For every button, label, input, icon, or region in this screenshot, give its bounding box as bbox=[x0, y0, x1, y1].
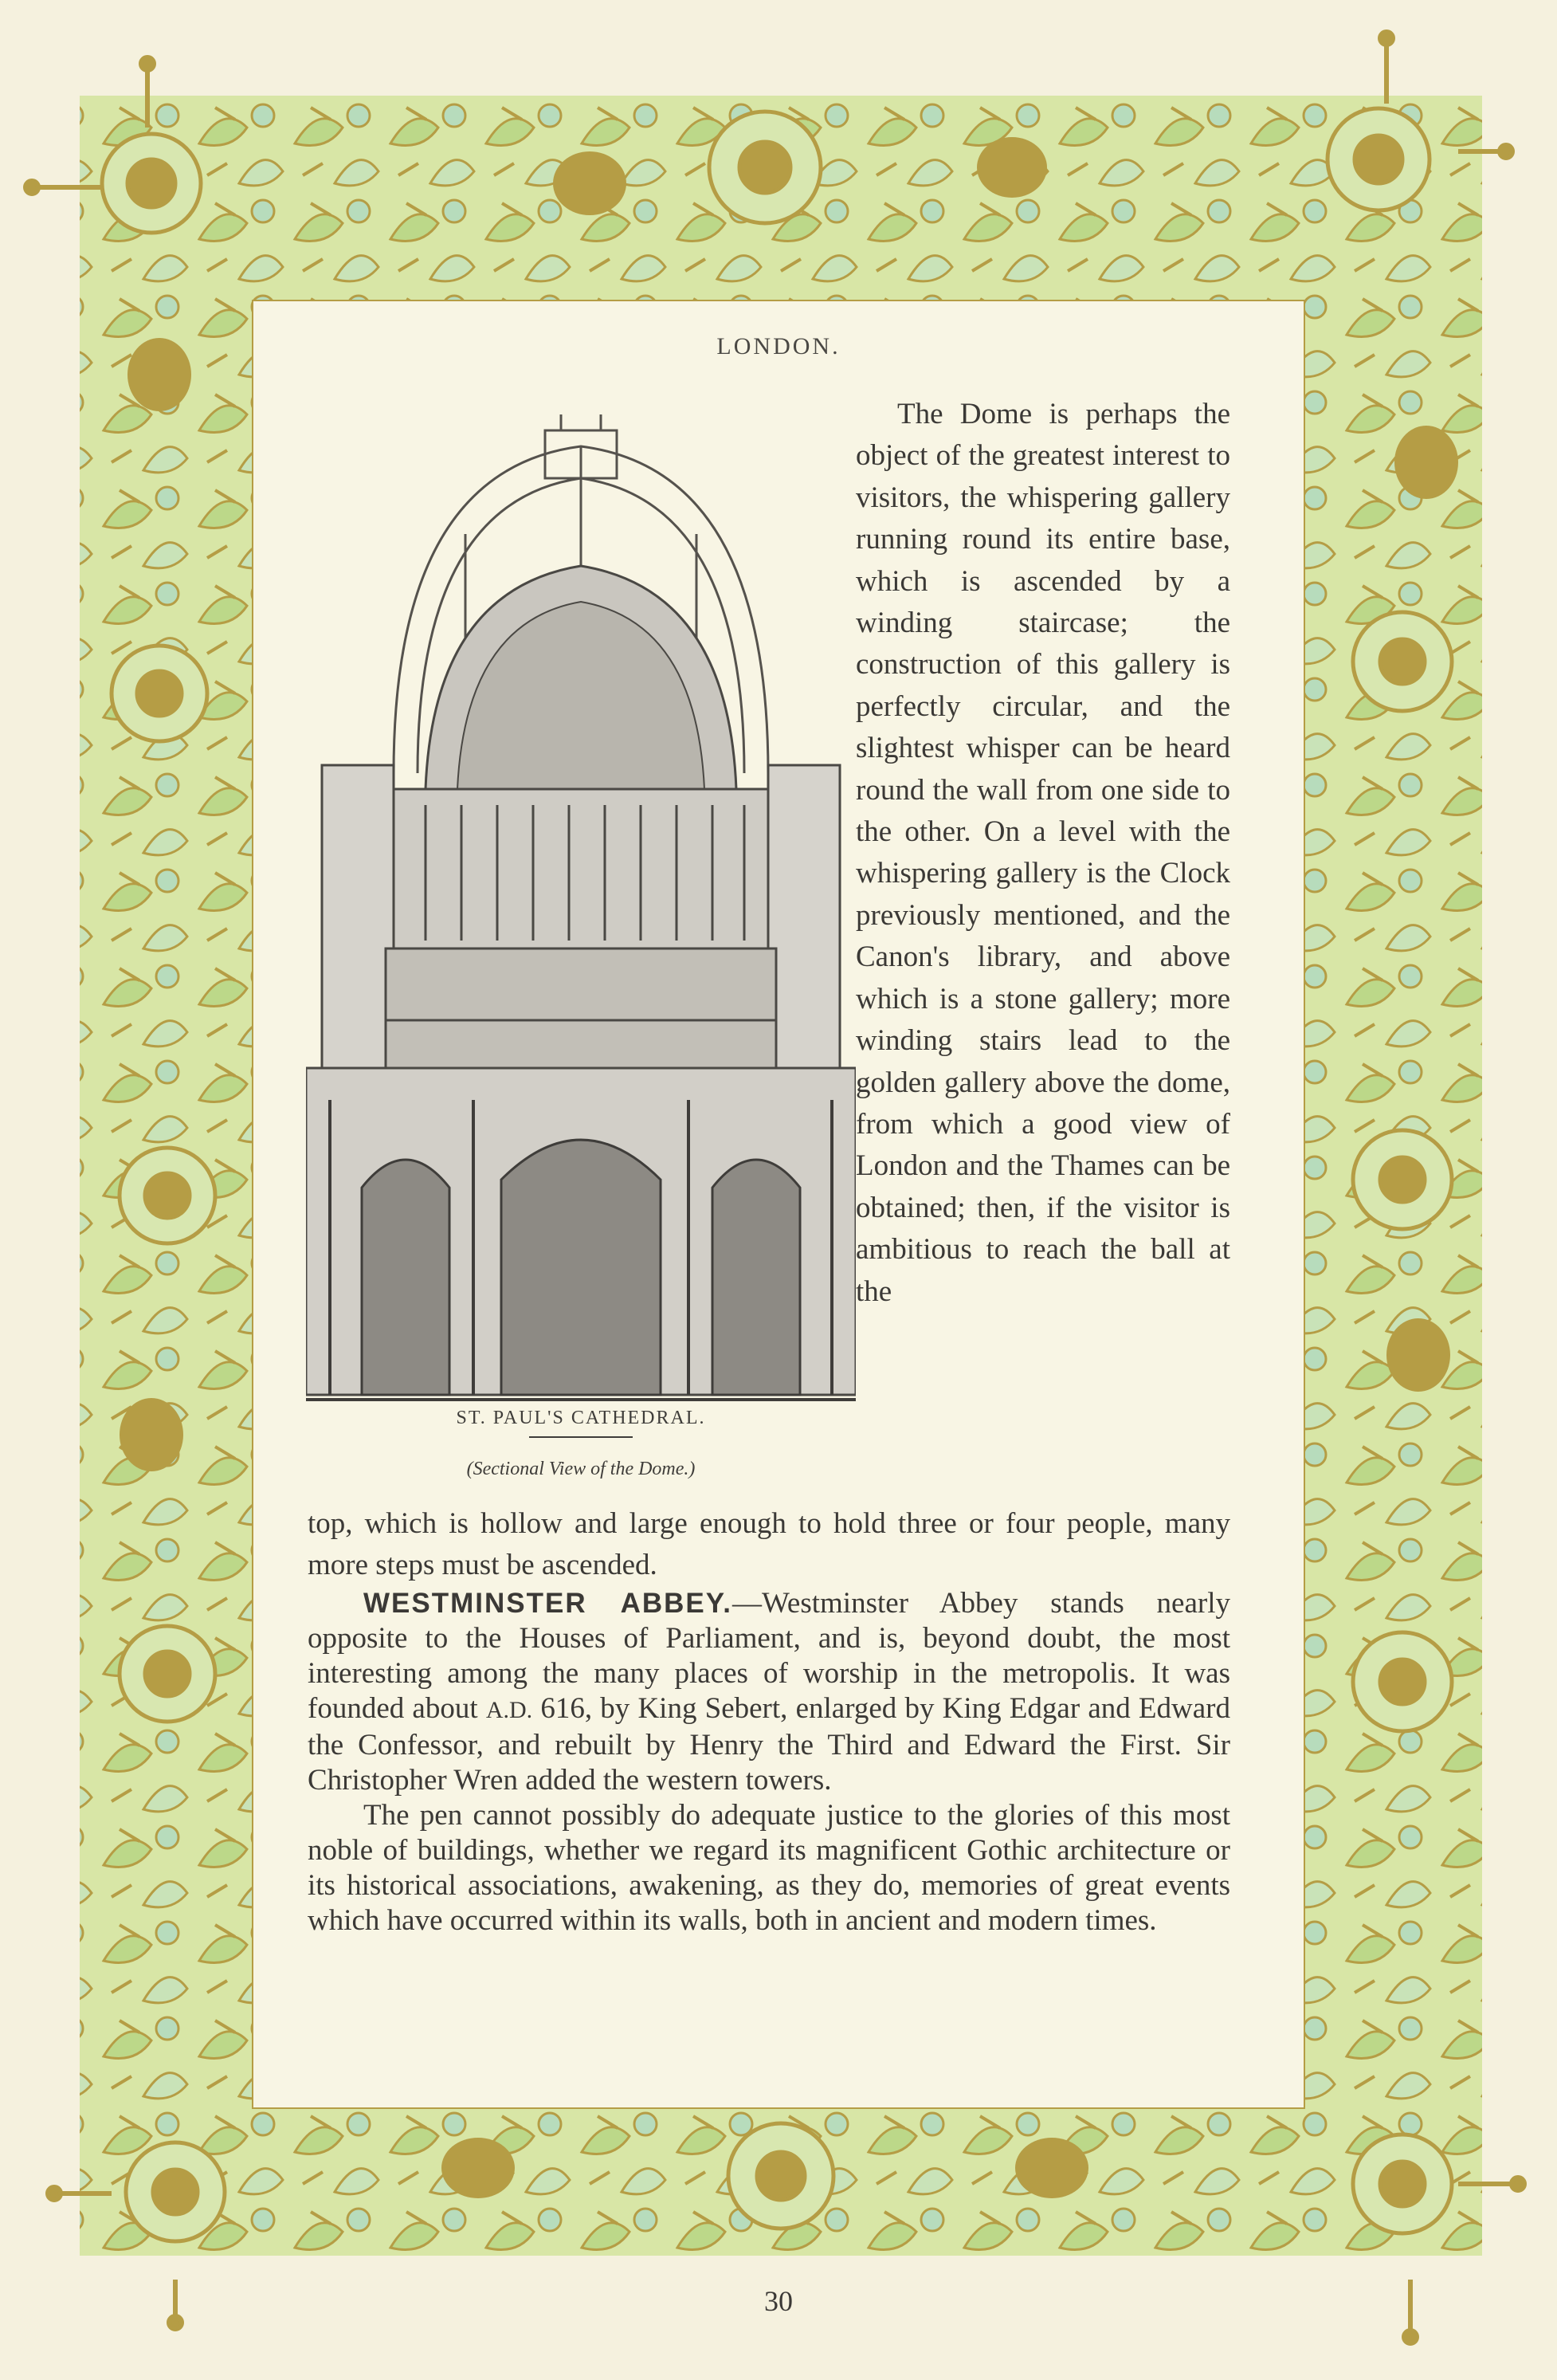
westminster-paragraph bbox=[308, 1586, 1230, 1798]
westminster-text-2: 616, by King Sebert, enlarged by King Edgar and Edward the Confessor, and rebuilt by Henry the Third and Edward the First. Sir Christopher Wren added the western towers. bbox=[308, 1692, 1230, 1797]
dome-paragraph bbox=[856, 394, 1230, 1313]
main-text-column bbox=[308, 1503, 1230, 1938]
caption-rule bbox=[529, 1436, 633, 1438]
dome-paragraph-text: The Dome is perhaps the object of the greatest interest to visitors, the whispering gallery running round its entire base, which is ascended by a winding staircase; the construction of this gallery is perfectly circular, and the slightest whisper can be heard round the wall from one side to the other. On a level with the whispering gallery is the Clock previously mentioned, and the Canon's library, and above which is a stone gallery; more winding stairs lead to the golden gallery above the dome, from which a good view of London and the Thames can be obtained; then, if the visitor is ambitious to reach the ball at the bbox=[856, 398, 1230, 1308]
final-paragraph: The pen cannot possibly do adequate justice to the glories of this most noble of buildings, whether we regard its magnificent Gothic architecture or its historical associations, awakening, as they do, memories of great events which have occurred within its walls, both in ancient and modern times. bbox=[308, 1799, 1230, 1937]
westminster-ad: A.D. bbox=[485, 1697, 533, 1723]
figure-subcaption: (Sectional View of the Dome.) bbox=[466, 1459, 696, 1479]
westminster-text-1: —Westminster Abbey stands nearly opposite to the Houses of Parliament, and is, beyond doubt, the most interesting among the many places of worship in the metropolis. It was founded about bbox=[308, 1587, 1231, 1725]
westminster-heading: WESTMINSTER ABBEY. bbox=[363, 1588, 732, 1619]
dome-paragraph-continuation: top, which is hollow and large enough to hold three or four people, many more steps must be ascended. bbox=[308, 1507, 1230, 1581]
st-pauls-dome-engraving bbox=[306, 414, 856, 1403]
running-head: LONDON. bbox=[716, 333, 841, 359]
figure-caption: ST. PAUL'S CATHEDRAL. bbox=[456, 1408, 706, 1428]
page-number: 30 bbox=[764, 2285, 793, 2317]
